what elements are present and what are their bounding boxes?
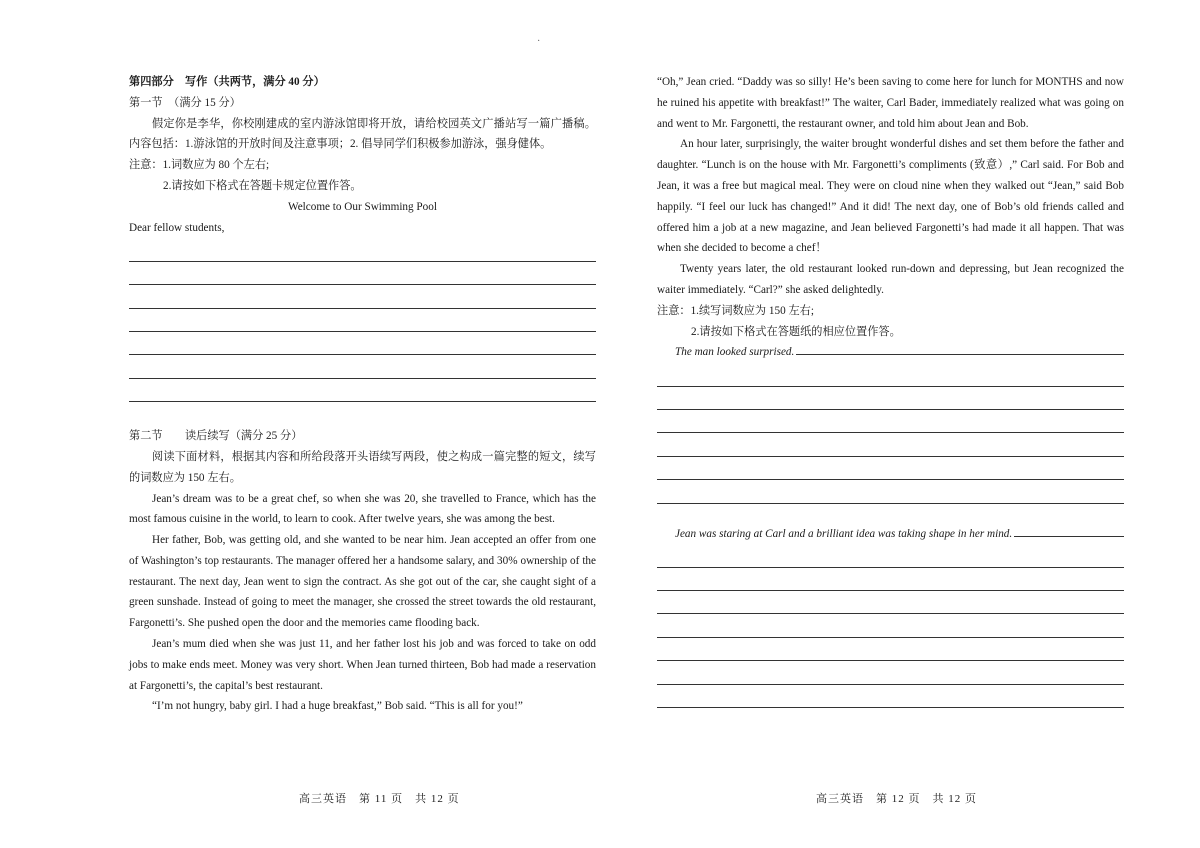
writing-line[interactable] xyxy=(796,342,1124,355)
writing-line[interactable] xyxy=(657,480,1124,503)
section1-prompt: 假定你是李华，你校刚建成的室内游泳馆即将开放，请给校园英文广播站写一篇广播稿。内容包括：1.游泳馆的开放时间及注意事项；2. 倡导同学们积极参加游泳，强身健体。 xyxy=(129,117,596,151)
part-title: 第四部分 写作（共两节，满分 40 分） xyxy=(129,76,325,88)
writing-line[interactable] xyxy=(657,544,1124,567)
essay-title: Welcome to Our Swimming Pool xyxy=(288,200,437,213)
writing-line[interactable] xyxy=(129,309,596,332)
writing-line[interactable] xyxy=(657,568,1124,591)
writing-line[interactable] xyxy=(129,355,596,378)
continuation-prompt-2 xyxy=(657,524,1124,545)
section1-title: 第一节 （满分 15 分） xyxy=(129,96,241,109)
left-page xyxy=(129,72,596,717)
story-paragraph: “I’m not hungry, baby girl. I had a huge breakfast,” Bob said. “This is all for you!” xyxy=(152,700,523,713)
writing-line[interactable] xyxy=(129,332,596,355)
greeting: Dear fellow students, xyxy=(129,221,225,234)
section2-prompt: 阅读下面材料，根据其内容和所给段落开头语续写两段，使之构成一篇完整的短文，续写的词数应为 150 左右。 xyxy=(129,450,596,484)
prompt-text: The man looked surprised. xyxy=(675,346,795,359)
writing-line[interactable] xyxy=(657,363,1124,386)
story-paragraph: Jean’s dream was to be a great chef, so when she was 20, she travelled to France, which has the most famous cuisine in the world, to learn to cook. After twelve years, she was among the best. xyxy=(129,492,596,526)
story-paragraph: Her father, Bob, was getting old, and she wanted to be near him. Jean accepted an offer from one of Washington’s top restaurants. The manager offered her a handsome salary, and 30% ownership of the restaurant. The next day, Jean went to sign the contract. As she got out of the car, she caught sight of a green sunshade. Instead of going to meet the manager, she crossed the street towards the old restaurant, Fargonetti’s. She pushed open the door and the memories came flooding back. xyxy=(129,534,596,630)
writing-line[interactable] xyxy=(657,661,1124,684)
section1-note-1: 注意：1.词数应为 80 个左右; xyxy=(129,159,270,172)
continuation-note-2: 2.请按如下格式在答题纸的相应位置作答。 xyxy=(691,325,901,338)
prompt-text: Jean was staring at Carl and a brilliant idea was taking shape in her mind. xyxy=(675,527,1013,540)
writing-lines-1 xyxy=(129,238,596,402)
writing-line[interactable] xyxy=(129,379,596,402)
writing-line[interactable] xyxy=(657,638,1124,661)
writing-line[interactable] xyxy=(129,285,596,308)
story-paragraph: An hour later, surprisingly, the waiter brought wonderful dishes and set them before the father and daughter. “Lunch is on the house with Mr. Fargonetti’s compliments (致意）,” Carl said. For Bob and Jean, it was a free but magical meal. They were on cloud nine when they walked out “Jean,” said Bob happily. “I feel our luck has changed!” And it did! The next day, one of Bob’s old friends called and offered him a job at a new magazine, and Jean believed Fargonetti’s had made it all happen. That was when she decided to become a chef！ xyxy=(657,138,1124,255)
writing-line[interactable] xyxy=(657,591,1124,614)
story-paragraph: Twenty years later, the old restaurant looked run-down and depressing, but Jean recognized the waiter immediately. “Carl?” she asked delightedly. xyxy=(657,263,1124,296)
story-paragraph: Jean’s mum died when she was just 11, and her father lost his job and was forced to take on odd jobs to make ends meet. Money was very short. When Jean turned thirteen, Bob had made a reservation at Fargonetti’s, the capital’s best restaurant. xyxy=(129,638,596,692)
writing-line[interactable] xyxy=(657,387,1124,410)
writing-lines-2 xyxy=(657,363,1124,503)
writing-line[interactable] xyxy=(1014,524,1124,537)
writing-line[interactable] xyxy=(657,614,1124,637)
writing-line[interactable] xyxy=(657,457,1124,480)
story-paragraph: “Oh,” Jean cried. “Daddy was so silly! He’s been saving to come here for lunch for MONTHS and now he ruined his appetite with breakfast!” The waiter, Carl Bader, immediately realized what was going on and went to Mr. Fargonetti, the restaurant owner, and told him about Jean and Bob. xyxy=(657,76,1124,130)
writing-line[interactable] xyxy=(657,410,1124,433)
writing-lines-3 xyxy=(657,544,1124,708)
page-footer-right: 高三英语 第 12 页 共 12 页 xyxy=(816,793,977,805)
section2-title: 第二节 读后续写（满分 25 分） xyxy=(129,430,303,443)
section1-note-2: 2.请按如下格式在答题卡规定位置作答。 xyxy=(163,179,362,192)
writing-line[interactable] xyxy=(657,433,1124,456)
continuation-note-1: 注意：1.续写词数应为 150 左右; xyxy=(657,304,814,317)
writing-line[interactable] xyxy=(129,262,596,285)
writing-line[interactable] xyxy=(657,685,1124,708)
right-page xyxy=(657,72,1124,708)
writing-line[interactable] xyxy=(129,238,596,261)
page-footer-left: 高三英语 第 11 页 共 12 页 xyxy=(299,793,460,805)
page-mark: · xyxy=(537,36,541,47)
continuation-prompt-1 xyxy=(657,342,1124,363)
